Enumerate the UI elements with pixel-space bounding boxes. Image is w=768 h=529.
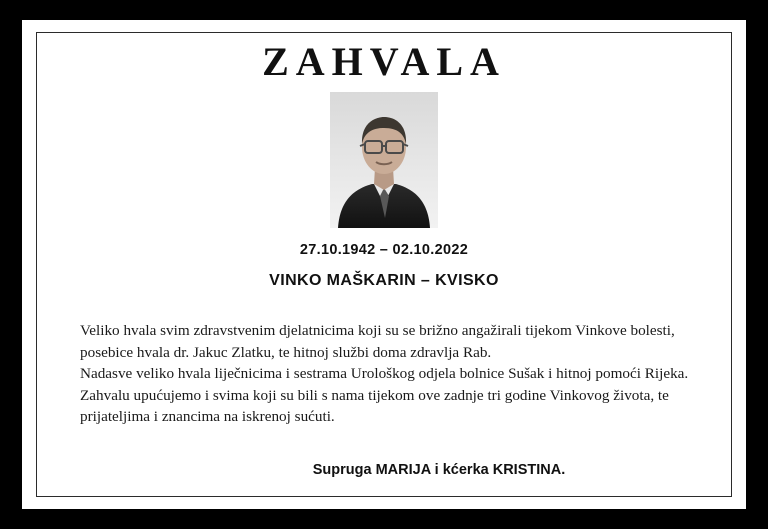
signature-line: Supruga MARIJA i kćerka KRISTINA.	[312, 461, 566, 478]
paragraph-3: Zahvalu upućujemo i svima koji su bili s nama tijekom ove zadnje tri godine Vinkovog života, te prijateljima i znancima na iskrenoj sućuti.	[80, 386, 669, 426]
paragraph-1: Veliko hvala svim zdravstvenim djelatnicima koji su se brižno angažirali tijekom Vinkove bolesti, posebice hvala dr. Jakuc Zlatku, te hitnoj službi doma zdravlja Rab.	[80, 322, 675, 361]
thank-you-text	[56, 320, 712, 428]
portrait-photo	[330, 92, 438, 228]
paragraph-2: Nadasve veliko hvala liječnicima i sestrama Urološkog odjela bolnice Sušak i hitnoj pomoći Rijeka.	[80, 365, 689, 383]
page-title: ZAHVALA	[262, 39, 506, 84]
card-content	[22, 20, 746, 509]
deceased-name: VINKO MAŠKARIN – KVISKO	[269, 272, 499, 289]
portrait-container	[56, 92, 712, 228]
obituary-card	[22, 20, 746, 509]
life-dates: 27.10.1942 – 02.10.2022	[299, 242, 469, 258]
